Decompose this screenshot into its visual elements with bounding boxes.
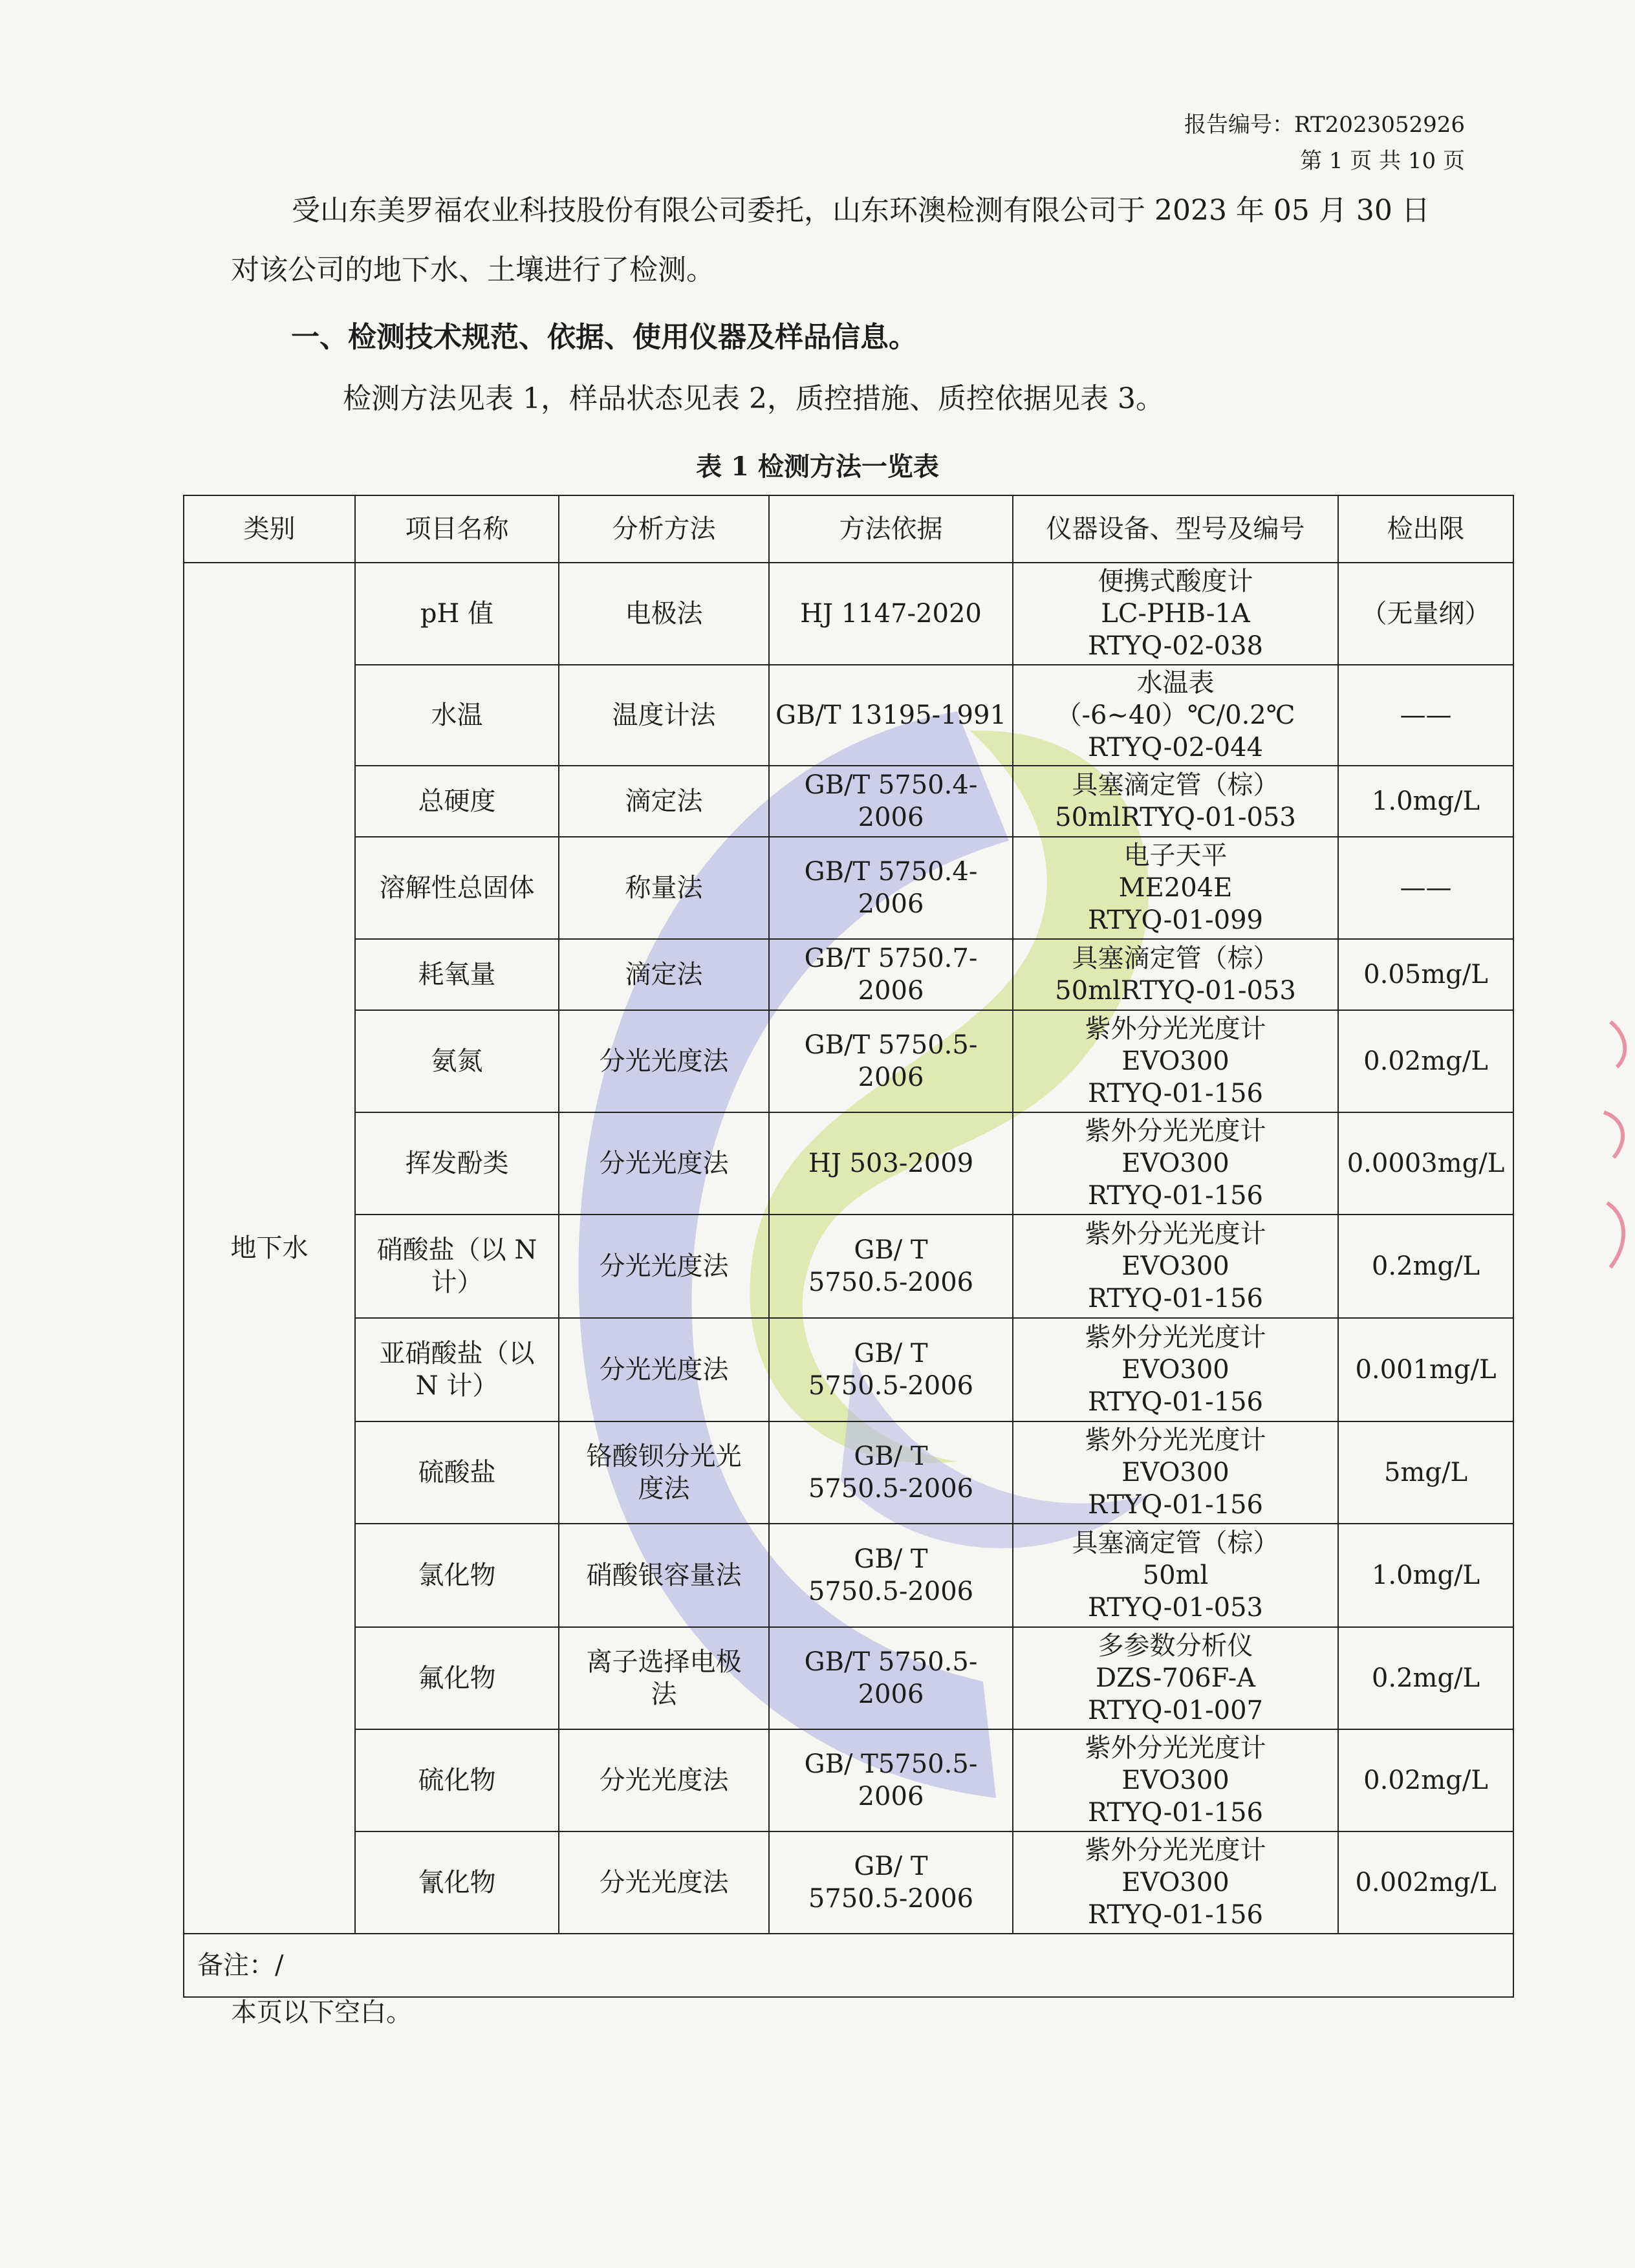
instrument-cell-line: RTYQ-01-053 [1087,1593,1264,1623]
instrument-cell-line: 紫外分光光度计 [1085,1014,1266,1044]
table-row [184,563,1513,665]
table-row [184,1112,1513,1215]
basis-cell-line: GB/T 13195-1991 [775,700,1006,730]
instrument-cell-line: EVO300 [1121,1868,1229,1897]
method-cell-line: 电极法 [625,599,703,629]
instrument-cell [1013,1010,1338,1112]
item-cell [355,1421,559,1524]
note-row [184,1934,1513,1997]
basis-cell [769,563,1013,665]
instrument-cell-line: RTYQ-01-156 [1087,1284,1264,1313]
basis-cell-line: GB/T 5750.4-2006 [804,770,978,832]
method-cell-line: 滴定法 [625,960,703,989]
item-cell [355,1831,559,1934]
instrument-cell-line: RTYQ-01-156 [1087,1490,1264,1520]
instrument-cell [1013,1831,1338,1934]
basis-cell [769,665,1013,766]
report-header [1184,107,1465,179]
instrument-cell-line: DZS-706F-A [1096,1663,1255,1693]
blank-below-note: 本页以下空白。 [231,1998,412,2027]
basis-cell-line: GB/ T [854,1235,928,1265]
item-cell-line: 氯化物 [418,1561,496,1590]
instrument-cell-line: 紫外分光光度计 [1085,1425,1266,1455]
basis-cell-line: GB/ T [854,1544,928,1574]
method-cell-line: 温度计法 [612,700,716,730]
instrument-cell-line: 紫外分光光度计 [1085,1835,1266,1865]
instrument-cell [1013,1112,1338,1215]
basis-cell-line: 5750.5-2006 [808,1371,974,1401]
method-cell [559,1112,769,1215]
item-cell-line: 挥发酚类 [405,1149,509,1178]
basis-cell-line: GB/ T [854,1339,928,1368]
basis-cell-line: GB/ T [854,1442,928,1471]
instrument-cell [1013,837,1338,939]
table-row [184,1524,1513,1627]
instrument-cell-line: EVO300 [1121,1251,1229,1281]
table-row [184,665,1513,766]
item-cell [355,1215,559,1318]
instrument-cell [1013,939,1338,1010]
header-category: 类别 [184,495,355,563]
basis-cell-line: GB/T 5750.4-2006 [804,857,978,919]
basis-cell-line: GB/ T5750.5-2006 [804,1749,978,1811]
instrument-cell-line: EVO300 [1121,1046,1229,1076]
table-row [184,1421,1513,1524]
item-cell [355,837,559,939]
item-cell-line: N 计） [415,1371,499,1401]
limit-cell: 0.001mg/L [1338,1318,1513,1421]
item-cell-line: 总硬度 [418,786,496,816]
method-cell [559,1010,769,1112]
table-row [184,1010,1513,1112]
method-cell-line: 分光光度法 [599,1046,729,1076]
method-cell [559,665,769,766]
limit-cell: 0.0003mg/L [1338,1112,1513,1215]
red-stamp-edge [1597,1009,1635,1293]
table-row [184,1318,1513,1421]
item-cell [355,939,559,1010]
table-row [184,766,1513,837]
instrument-cell-line: 具塞滴定管（棕） [1072,944,1279,973]
instrument-cell-line: RTYQ-02-038 [1087,631,1264,661]
basis-cell-line: GB/T 5750.5-2006 [804,1647,978,1709]
instrument-cell-line: 具塞滴定管（棕） [1072,1528,1279,1558]
limit-cell: （无量纲） [1338,563,1513,665]
header-instrument: 仪器设备、型号及编号 [1013,495,1338,563]
limit-cell: 1.0mg/L [1338,766,1513,837]
item-cell-line: 亚硝酸盐（以 [379,1339,535,1368]
method-cell-line: 法 [651,1679,677,1709]
section-text: 检测方法见表 1，样品状态见表 2，质控措施、质控依据见表 3。 [343,382,1164,415]
item-cell [355,1010,559,1112]
method-cell [559,1627,769,1729]
method-cell [559,1421,769,1524]
instrument-cell-line: 50mlRTYQ-01-053 [1055,803,1296,832]
item-cell-line: 硫酸盐 [418,1458,496,1487]
instrument-cell [1013,766,1338,837]
method-cell [559,766,769,837]
instrument-cell-line: RTYQ-02-044 [1087,733,1264,762]
item-cell-line: 氟化物 [418,1663,496,1693]
instrument-cell [1013,1421,1338,1524]
table-body [184,563,1513,1997]
table-row [184,1831,1513,1934]
basis-cell-line: 5750.5-2006 [808,1268,974,1297]
instrument-cell-line: 电子天平 [1123,841,1228,870]
limit-cell: 0.2mg/L [1338,1627,1513,1729]
table-row [184,837,1513,939]
header-method: 分析方法 [559,495,769,563]
basis-cell-line: GB/T 5750.7-2006 [804,944,978,1006]
instrument-cell-line: RTYQ-01-099 [1087,905,1264,935]
page-indicator: 第 1 页 共 10 页 [1300,148,1465,174]
intro-paragraph: 受山东美罗福农业科技股份有限公司委托，山东环澳检测有限公司于 2023 年 05 月 30 日对该公司的地下水、土壤进行了检测。 [231,194,1430,286]
basis-cell-line: 5750.5-2006 [808,1577,974,1606]
method-cell-line: 分光光度法 [599,1149,729,1178]
item-cell [355,1318,559,1421]
basis-cell [769,1112,1013,1215]
method-cell [559,1215,769,1318]
report-number: 报告编号：RT2023052926 [1184,112,1465,138]
limit-cell: 1.0mg/L [1338,1524,1513,1627]
item-cell-line: 计） [431,1268,483,1297]
limit-cell: 0.05mg/L [1338,939,1513,1010]
instrument-cell-line: 多参数分析仪 [1098,1631,1253,1661]
instrument-cell-line: EVO300 [1121,1149,1229,1178]
method-cell [559,837,769,939]
instrument-cell-line: 50mlRTYQ-01-053 [1055,976,1296,1006]
method-cell [559,1729,769,1831]
instrument-cell-line: 紫外分光光度计 [1085,1116,1266,1146]
instrument-cell-line: 紫外分光光度计 [1085,1219,1266,1249]
instrument-cell-line: RTYQ-01-156 [1087,1798,1264,1828]
item-cell-line: 硫化物 [418,1766,496,1795]
item-cell [355,1112,559,1215]
table-row [184,1215,1513,1318]
basis-cell [769,939,1013,1010]
basis-cell [769,1318,1013,1421]
limit-cell: —— [1338,837,1513,939]
item-cell-line: 水温 [431,700,483,730]
item-cell-line: 氨氮 [431,1046,483,1076]
item-cell-line: 氰化物 [418,1868,496,1897]
limit-cell: —— [1338,665,1513,766]
instrument-cell-line: RTYQ-01-156 [1087,1079,1264,1108]
item-cell [355,766,559,837]
table-header-row [184,495,1513,563]
basis-cell-line: HJ 1147-2020 [800,599,982,629]
instrument-cell [1013,1524,1338,1627]
instrument-cell [1013,665,1338,766]
instrument-cell-line: EVO300 [1121,1458,1229,1487]
method-cell-line: 分光光度法 [599,1355,729,1385]
item-cell-line: 耗氧量 [418,960,496,989]
instrument-cell-line: RTYQ-01-007 [1087,1696,1264,1725]
basis-cell [769,1729,1013,1831]
basis-cell [769,766,1013,837]
item-cell-line: 硝酸盐（以 N [376,1235,537,1265]
method-cell-line: 离子选择电极 [586,1647,742,1677]
instrument-cell-line: 具塞滴定管（棕） [1072,770,1279,800]
basis-cell-line: HJ 503-2009 [808,1149,974,1178]
limit-cell: 5mg/L [1338,1421,1513,1524]
method-cell-line: 硝酸银容量法 [586,1561,742,1590]
item-cell [355,665,559,766]
limit-cell: 0.02mg/L [1338,1729,1513,1831]
instrument-cell-line: 紫外分光光度计 [1085,1323,1266,1352]
method-cell-line: 分光光度法 [599,1868,729,1897]
table-row [184,939,1513,1010]
limit-cell: 0.02mg/L [1338,1010,1513,1112]
method-cell [559,1318,769,1421]
limit-cell: 0.002mg/L [1338,1831,1513,1934]
method-cell-line: 度法 [638,1474,690,1504]
table-row [184,1729,1513,1831]
section-title: 一、检测技术规范、依据、使用仪器及样品信息。 [291,321,917,354]
basis-cell [769,837,1013,939]
instrument-cell-line: 便携式酸度计 [1098,567,1253,596]
basis-cell [769,1421,1013,1524]
header-item: 项目名称 [355,495,559,563]
note-cell: 备注：/ [184,1934,1513,1997]
item-cell [355,1524,559,1627]
basis-cell [769,1524,1013,1627]
basis-cell-line: GB/T 5750.5-2006 [804,1030,978,1092]
table-row [184,1627,1513,1729]
item-cell-line: 溶解性总固体 [379,873,535,903]
instrument-cell-line: 紫外分光光度计 [1085,1733,1266,1763]
test-methods-table [183,495,1514,1998]
basis-cell-line: GB/ T [854,1852,928,1881]
instrument-cell [1013,1627,1338,1729]
method-cell-line: 分光光度法 [599,1251,729,1281]
method-cell [559,939,769,1010]
instrument-cell-line: LC-PHB-1A [1101,599,1250,629]
method-cell-line: 分光光度法 [599,1766,729,1795]
basis-cell [769,1627,1013,1729]
item-cell-line: pH 值 [420,599,494,629]
item-cell [355,1729,559,1831]
instrument-cell-line: RTYQ-01-156 [1087,1900,1264,1930]
method-cell-line: 称量法 [625,873,703,903]
instrument-cell [1013,563,1338,665]
instrument-cell-line: 50ml [1142,1561,1209,1590]
item-cell [355,1627,559,1729]
method-cell-line: 滴定法 [625,786,703,816]
instrument-cell [1013,1318,1338,1421]
limit-cell: 0.2mg/L [1338,1215,1513,1318]
header-limit: 检出限 [1338,495,1513,563]
basis-cell [769,1010,1013,1112]
basis-cell-line: 5750.5-2006 [808,1474,974,1504]
basis-cell-line: 5750.5-2006 [808,1884,974,1914]
instrument-cell [1013,1729,1338,1831]
method-cell [559,1524,769,1627]
basis-cell [769,1215,1013,1318]
table-caption: 表 1 检测方法一览表 [696,451,939,482]
header-basis: 方法依据 [769,495,1013,563]
method-cell-line: 铬酸钡分光光 [586,1442,742,1471]
category-cell: 地下水 [184,563,355,1934]
instrument-cell-line: 水温表（-6~40）℃/0.2℃ [1056,668,1295,730]
instrument-cell-line: ME204E [1118,873,1233,903]
instrument-cell-line: RTYQ-01-156 [1087,1181,1264,1211]
instrument-cell-line: RTYQ-01-156 [1087,1387,1264,1417]
instrument-cell-line: EVO300 [1121,1766,1229,1795]
method-cell [559,1831,769,1934]
instrument-cell-line: EVO300 [1121,1355,1229,1385]
item-cell [355,563,559,665]
instrument-cell [1013,1215,1338,1318]
basis-cell [769,1831,1013,1934]
method-cell [559,563,769,665]
